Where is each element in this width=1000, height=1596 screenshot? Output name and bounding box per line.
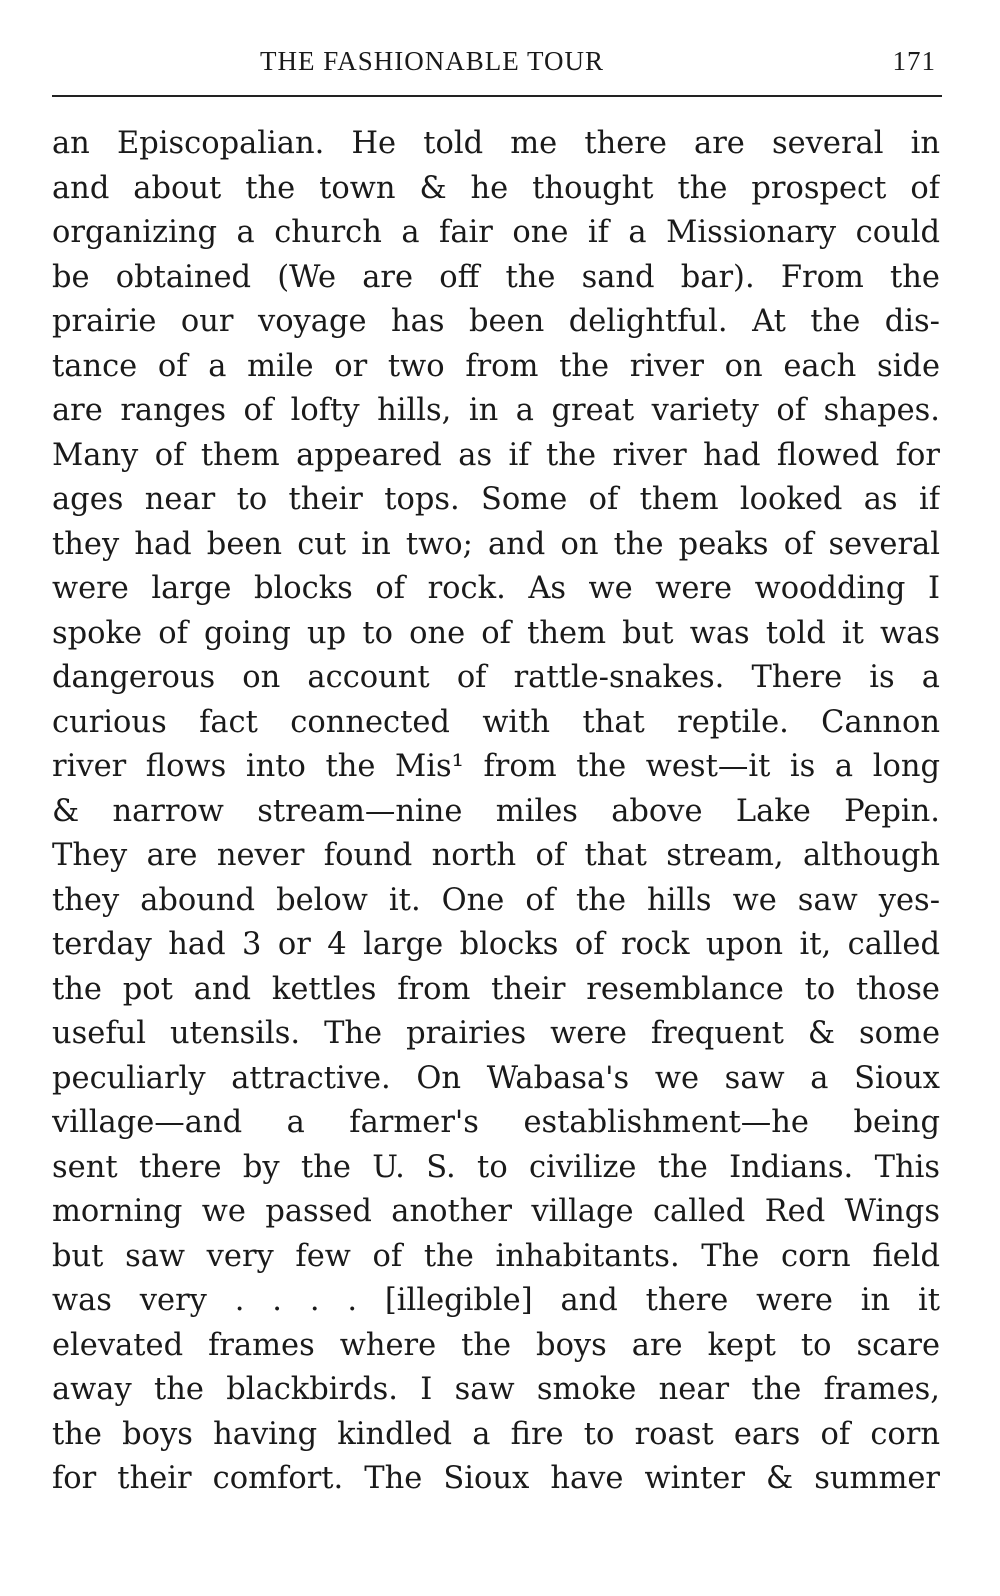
text-line: prairie our voyage has been delightful. At the dis- — [52, 304, 940, 339]
text-line: sent there by the U. S. to civilize the Indians. This — [52, 1149, 940, 1185]
text-line: an Episcopalian. He told me there are several in — [52, 126, 940, 161]
text-line: river flows into the Mis¹ from the west—it is a long — [52, 749, 940, 784]
text-line: and about the town & he thought the prospect of — [52, 170, 940, 206]
running-title: THE FASHIONABLE TOUR — [260, 46, 605, 76]
running-head — [52, 44, 942, 84]
text-line: elevated frames where the boys are kept to scare — [52, 1327, 940, 1363]
text-line: Many of them appeared as if the river had flowed for — [52, 437, 940, 473]
text-line: useful utensils. The prairies were frequent & some — [52, 1016, 940, 1051]
text-line: for their comfort. The Sioux have winter & summer — [52, 1461, 940, 1496]
header-rule — [52, 95, 942, 97]
text-line: village—and a farmer's establishment—he being — [52, 1105, 940, 1140]
text-line: but saw very few of the inhabitants. The corn field — [52, 1238, 940, 1274]
text-line: organizing a church a fair one if a Missionary could — [52, 215, 940, 250]
text-line: was very . . . . [illegible] and there were in it — [52, 1283, 940, 1318]
text-line: curious fact connected with that reptile. Cannon — [52, 704, 940, 740]
text-line: the pot and kettles from their resemblance to those — [52, 971, 940, 1007]
text-line: terday had 3 or 4 large blocks of rock upon it, called — [52, 927, 940, 962]
text-line: are ranges of lofty hills, in a great variety of shapes. — [52, 393, 940, 428]
text-line: tance of a mile or two from the river on each side — [52, 348, 940, 384]
text-line: ages near to their tops. Some of them looked as if — [52, 482, 940, 517]
text-line: were large blocks of rock. As we were woodding I — [52, 571, 940, 606]
text-line: they had been cut in two; and on the peaks of several — [52, 526, 940, 562]
text-line: & narrow stream—nine miles above Lake Pepin. — [52, 793, 940, 829]
body-text — [52, 122, 940, 1502]
text-line: be obtained (We are off the sand bar). From the — [52, 259, 940, 295]
page-number: 171 — [892, 46, 936, 76]
text-line: morning we passed another village called Red Wings — [52, 1194, 940, 1229]
text-line: They are never found north of that stream, although — [52, 838, 940, 873]
text-line: away the blackbirds. I saw smoke near the frames, — [52, 1372, 940, 1407]
text-line: spoke of going up to one of them but was told it was — [52, 615, 940, 651]
text-line: peculiarly attractive. On Wabasa's we saw a Sioux — [52, 1060, 940, 1096]
text-line: the boys having kindled a fire to roast ears of corn — [52, 1416, 940, 1452]
text-line: dangerous on account of rattle-snakes. There is a — [52, 660, 940, 695]
text-line: they abound below it. One of the hills we saw yes- — [52, 882, 940, 918]
